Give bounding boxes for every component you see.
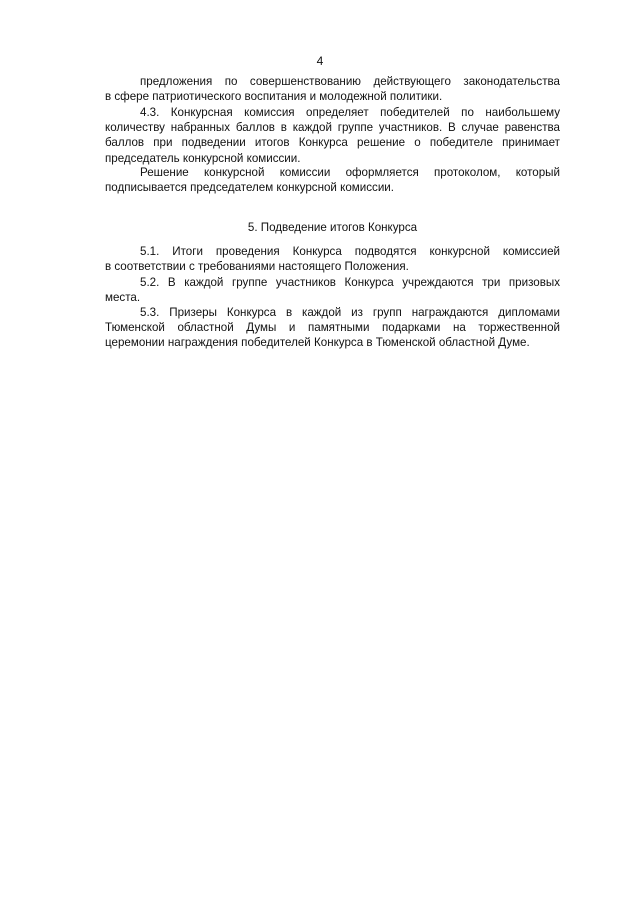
text-line: 4.3. Конкурсная комиссия определяет победителей по наибольшему — [140, 106, 560, 119]
text-line: в сфере патриотического воспитания и молодежной политики. — [105, 90, 443, 104]
text-line: церемонии награждения победителей Конкурса в Тюменской областной Думе. — [105, 336, 530, 350]
text-line: места. — [105, 291, 141, 305]
text-line: подписывается председателем конкурсной комиссии. — [105, 181, 394, 195]
paragraph-5-2 — [105, 275, 560, 305]
text-line: предложения по совершенствованию действующего законодательства — [140, 75, 560, 88]
paragraph-proposals-continuation — [105, 74, 560, 104]
paragraph-protocol — [105, 165, 560, 195]
text-line: 5.3. Призеры Конкурса в каждой из групп награждаются дипломами — [140, 306, 560, 319]
section-heading: 5. Подведение итогов Конкурса — [247, 221, 418, 234]
page-number: 4 — [316, 54, 324, 68]
text-line: баллов при подведении итогов Конкурса решение о победителе принимает — [105, 136, 560, 150]
paragraph-5-1 — [105, 244, 560, 274]
text-line: 5.1. Итоги проведения Конкурса подводятся конкурсной комиссией — [140, 245, 560, 258]
text-line: количеству набранных баллов в каждой группе участников. В случае равенства — [105, 121, 560, 135]
text-line: Решение конкурсной комиссии оформляется протоколом, который — [140, 166, 560, 179]
text-line: в соответствии с требованиями настоящего Положения. — [105, 260, 409, 274]
text-line: Тюменской областной Думы и памятными подарками на торжественной — [105, 321, 560, 335]
paragraph-5-3 — [105, 305, 560, 351]
text-line: председатель конкурсной комиссии. — [105, 151, 301, 165]
text-line: 5.2. В каждой группе участников Конкурса учреждаются три призовых — [140, 276, 560, 289]
paragraph-4-3 — [105, 105, 560, 166]
